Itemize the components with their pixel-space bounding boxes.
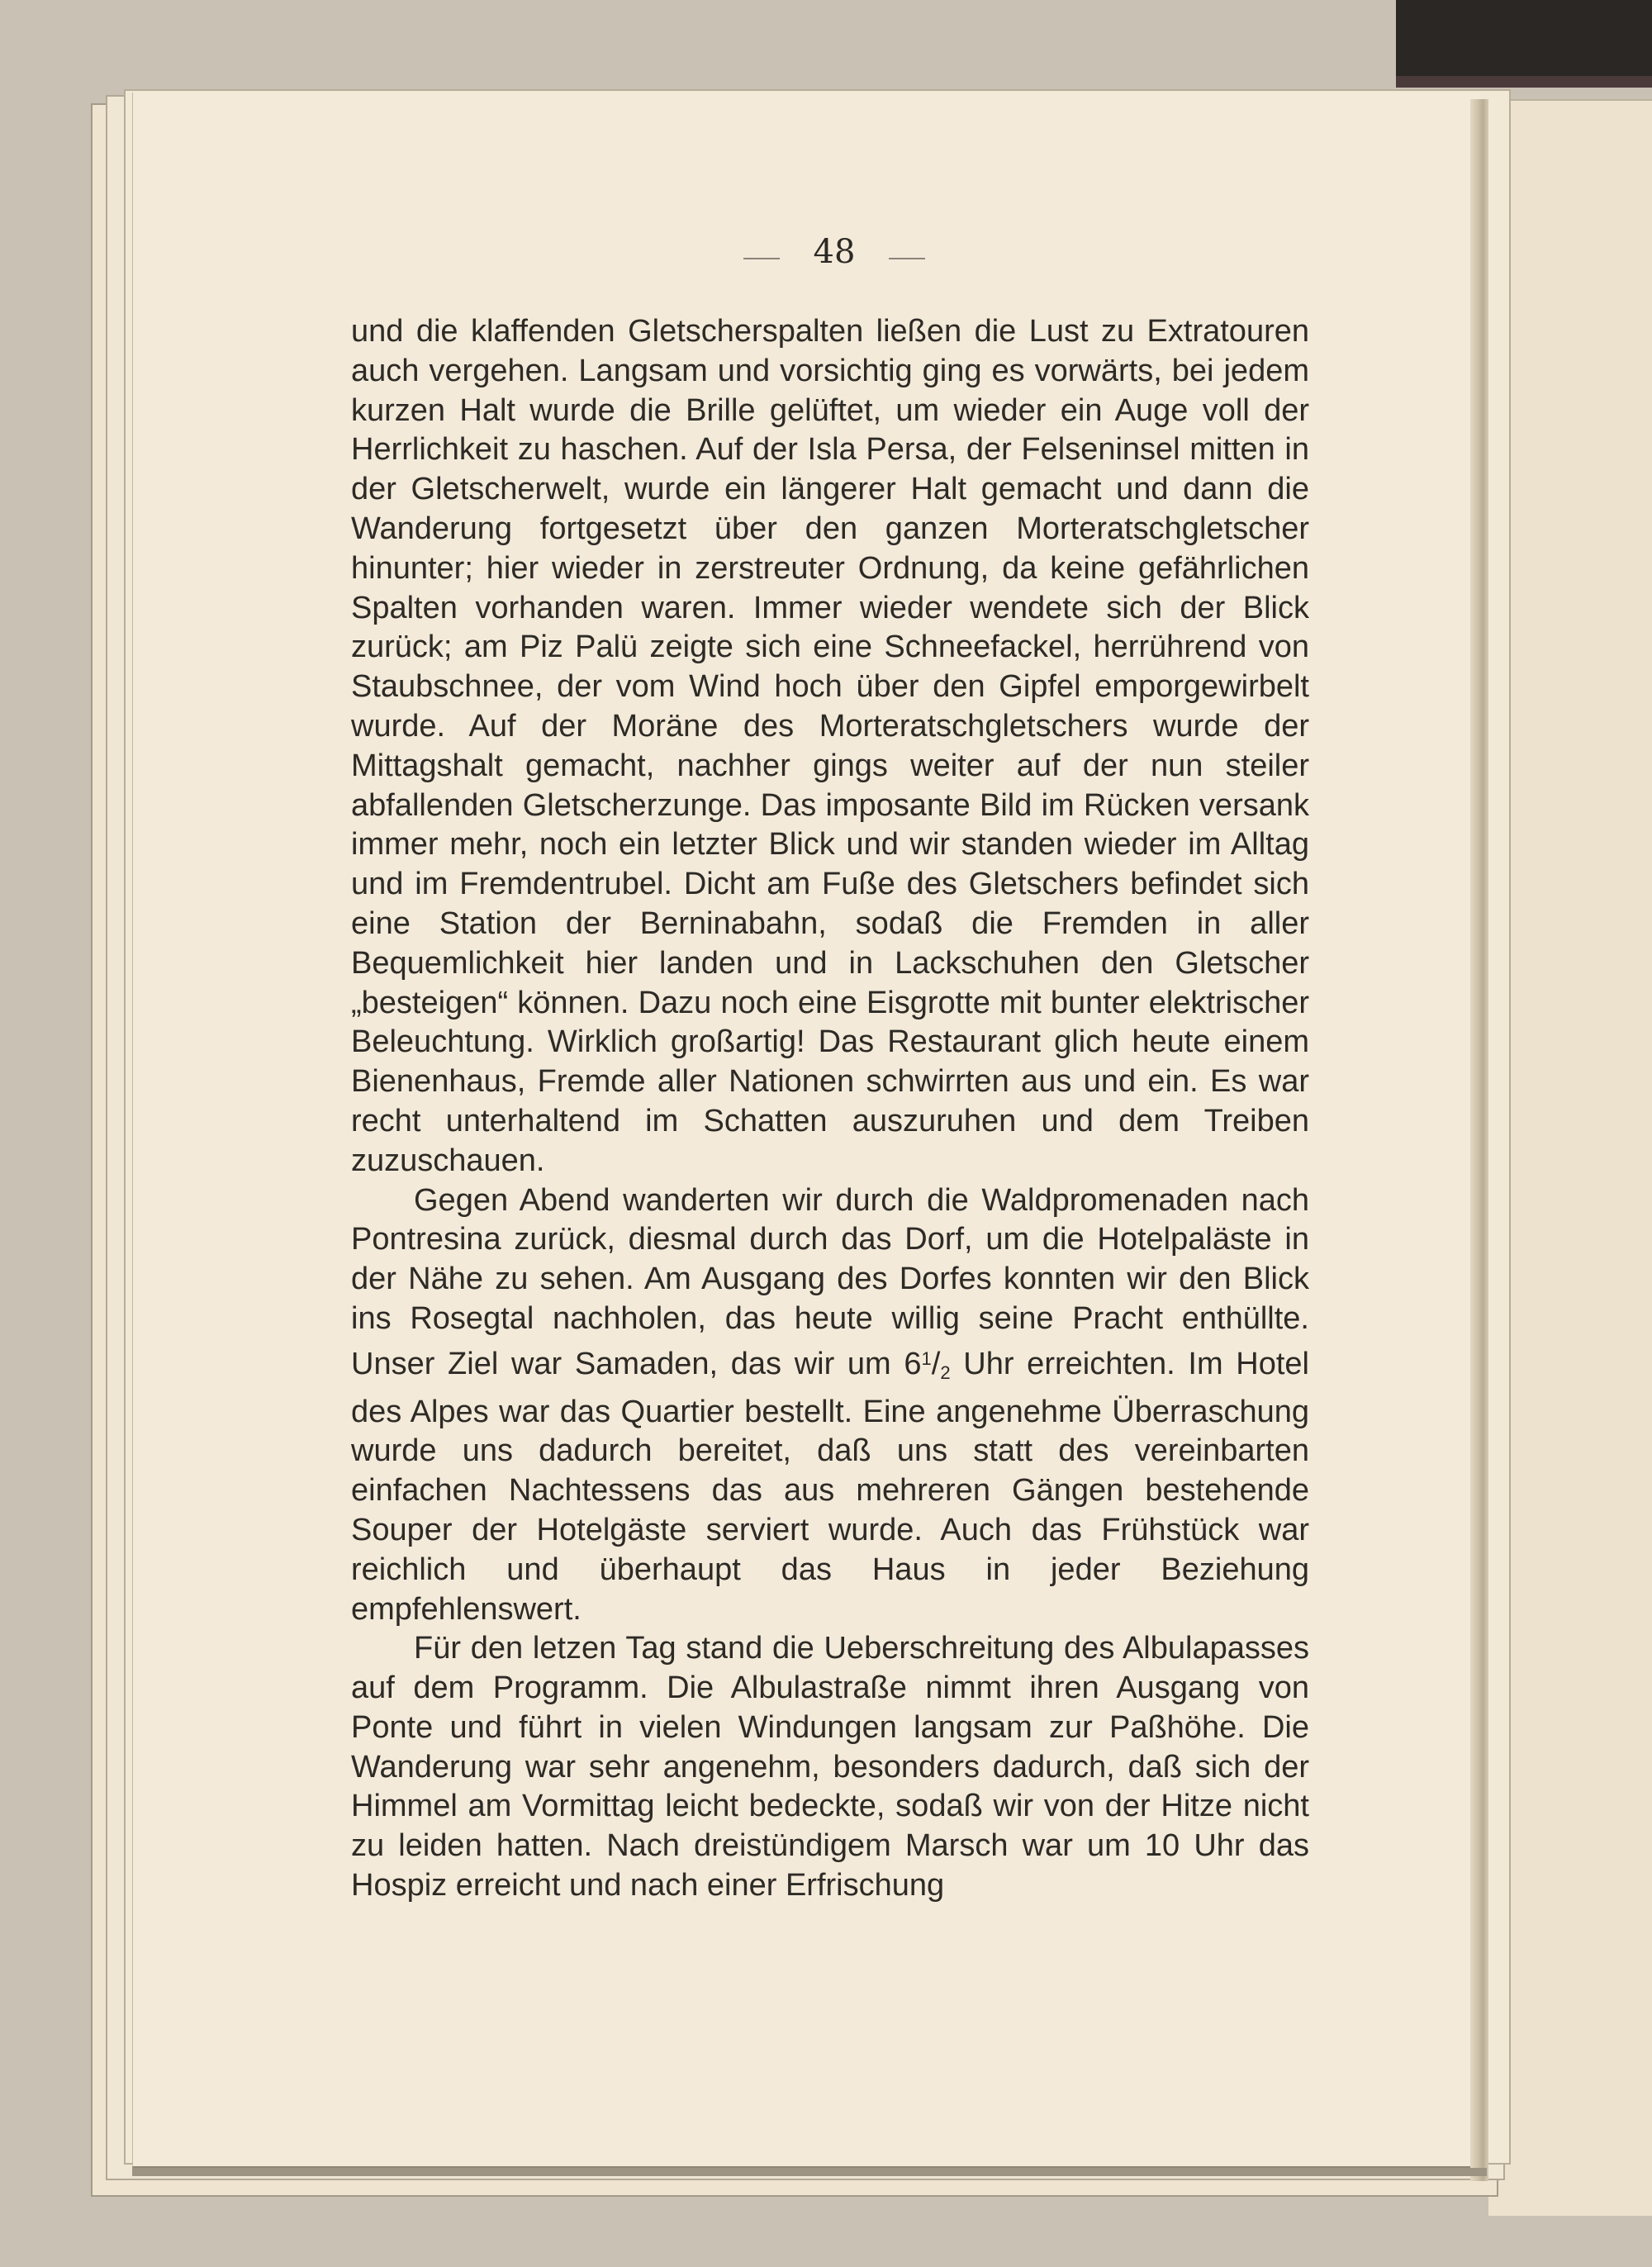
time-fraction-numerator: 1: [921, 1347, 932, 1369]
facing-page-edge: [1488, 99, 1652, 2216]
page-bottom-shadow: [132, 2168, 1487, 2176]
book-binding-band: [1396, 76, 1652, 88]
page-number: 48: [743, 233, 925, 271]
book-gutter: [1470, 99, 1488, 2181]
book-cover-edge: [1396, 0, 1652, 76]
paragraph-2: [351, 1181, 1309, 1630]
paragraph-1: und die klaffenden Gletscherspalten ließen die Lust zu Extratouren auch vergehen. Langsam und vorsichtig ging es vorwärts, bei jedem kurzen Halt wurde die Brille gelüftet, um wieder ein Auge voll der Herrlichkeit zu haschen. Auf der Isla Persa, der Felseninsel mitten in der Gletscherwelt, wurde ein längerer Halt gemacht und dann die Wanderung fortgesetzt über den ganzen Morteratschgletscher hinunter; hier wieder in zerstreuter Ordnung, da keine gefährlichen Spalten vorhanden waren. Immer wieder wendete sich der Blick zurück; am Piz Palü zeigte sich eine Schneefackel, herrührend von Staubschnee, der vom Wind hoch über den Gipfel emporgewirbelt wurde. Auf der Moräne des Morteratschgletschers wurde der Mittagshalt gemacht, nachher gings weiter auf der nun steiler abfallenden Gletscherzunge. Das imposante Bild im Rücken versank immer mehr, noch ein letzter Blick und wir standen wieder im Alltag und im Fremdentrubel. Dicht am Fuße des Gletschers befindet sich eine Station der Berninabahn, sodaß die Fremden in aller Bequemlichkeit hier landen und in Lackschuhen den Gletscher „besteigen“ können. Dazu noch eine Eisgrotte mit bunter elektrischer Beleuchtung. Wirklich großartig! Das Restaurant glich heute einem Bienenhaus, Fremde aller Nationen schwirrten aus und ein. Es war recht unterhaltend im Schatten auszuruhen und dem Treiben zuzuschauen.: [351, 314, 1309, 1178]
paragraph-2-text-before-time: Gegen Abend wanderten wir durch die Waldpromenaden nach Pontresina zurück, diesmal durch das Dorf, um die Hotelpaläste in der Nähe zu sehen. Am Ausgang des Dorfes konnten wir den Blick ins Rosegtal nachholen, das heute willig seine Pracht enthüllte. Unser Ziel war Samaden, das wir um 6: [351, 1182, 1309, 1381]
time-fraction-denominator: 2: [940, 1362, 951, 1383]
time-fraction-slash: /: [931, 1346, 941, 1381]
paragraph-3: Für den letzen Tag stand die Ueberschreitung des Albulapasses auf dem Programm. Die Albulastraße nimmt ihren Ausgang von Ponte und führt in vielen Windungen langsam zur Paßhöhe. Die Wanderung war sehr angenehm, besonders dadurch, daß sich der Himmel am Vormittag leicht bedeckte, sodaß wir von der Hitze nicht zu leiden hatten. Nach dreistündigem Marsch war um 10 Uhr das Hospiz erreicht und nach einer Erfrischung: [351, 1631, 1309, 1903]
body-text: [351, 312, 1309, 1906]
paragraph-2-text-after-time: Uhr erreichten. Im Hotel des Alpes war das Quartier bestellt. Eine angenehme Überraschung wurde uns dadurch bereitet, daß uns statt des vereinbarten einfachen Nachtessens das aus mehreren Gängen bestehende Souper der Hotelgäste serviert wurde. Auch das Frühstück war reichlich und überhaupt das Haus in jeder Beziehung empfehlenswert.: [351, 1346, 1309, 1627]
